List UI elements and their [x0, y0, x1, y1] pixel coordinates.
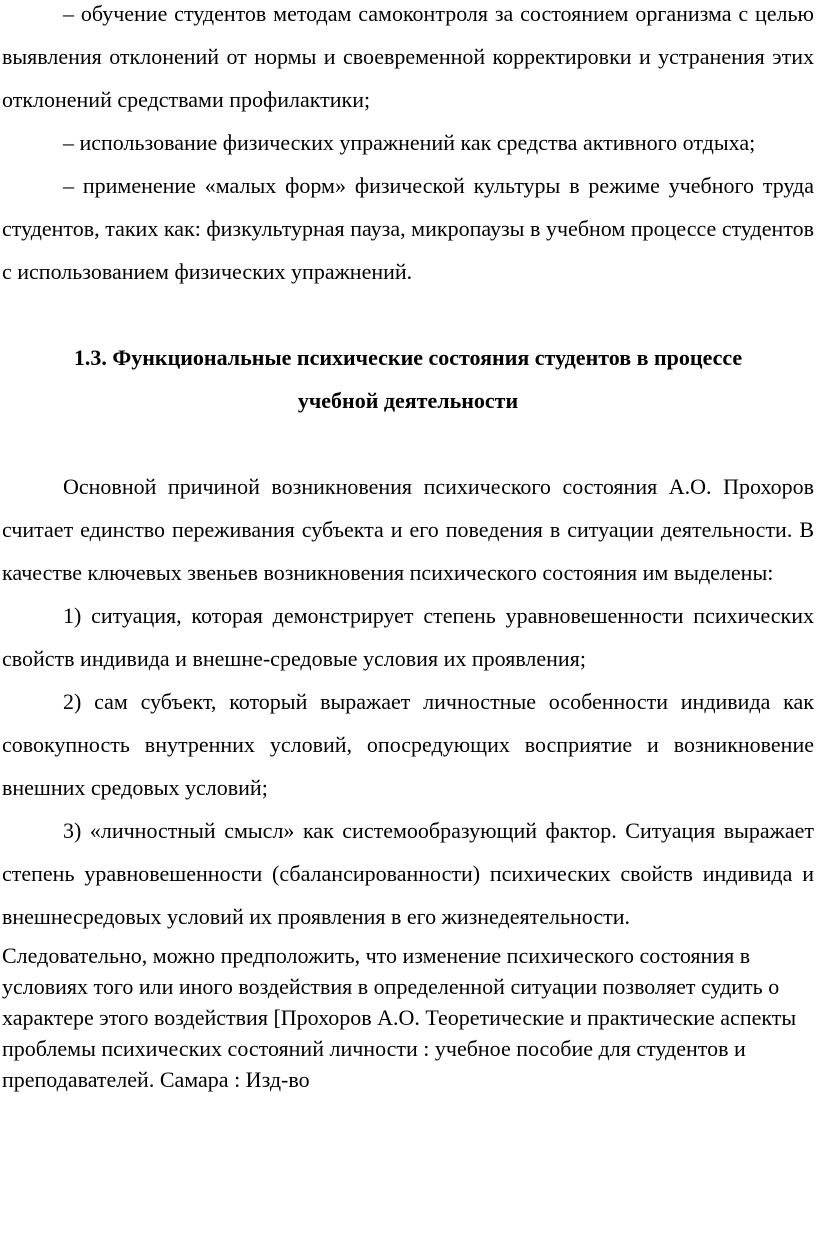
numbered-item-1: 1) ситуация, которая демонстрирует степень уравновешенности психических свойств индивида и внешне-средовые условия их проявления; [2, 603, 814, 671]
numbered-item-3: 3) «личностный смысл» как системообразующий фактор. Ситуация выражает степень уравновешенности (сбалансированности) психических свойств индивида и внешнесредовых условий их проявления в его жизнедеятельности. [2, 818, 814, 929]
list-item-3: – применение «малых форм» физической культуры в режиме учебного труда студентов, таких как: физкультурная пауза, микропаузы в учебном процессе студентов с использованием физических упражнений. [2, 173, 814, 284]
section-heading: 1.3. Функциональные психические состояния студентов в процессе учебной деятельности [73, 345, 743, 413]
list-item-2: – использование физических упражнений как средства активного отдыха; [63, 130, 756, 155]
closing-paragraph: Следовательно, можно предположить, что изменение психического состояния в условиях того или иного воздействия в определенной ситуации позволяет судить о характере этого воздействия [Прохоров А.О. Теоретические и практические аспекты проблемы психических состояний личности : учебное пособие для студентов и преподавателей. Самара : Изд-во [2, 943, 797, 1092]
spacer [0, 293, 816, 336]
intro-paragraph: Основной причиной возникновения психического состояния А.О. Прохоров считает единство переживания субъекта и его поведения в ситуации деятельности. В качестве ключевых звеньев возникновения психического состояния им выделены: [2, 474, 814, 585]
spacer [0, 422, 816, 465]
list-item-1: – обучение студентов методам самоконтроля за состоянием организма с целью выявления отклонений от нормы и своевременной корректировки и устранения этих отклонений средствами профилактики; [2, 1, 814, 112]
numbered-item-2: 2) сам субъект, который выражает личностные особенности индивида как совокупность внутренних условий, опосредующих восприятие и возникновение внешних средовых условий; [2, 689, 814, 800]
